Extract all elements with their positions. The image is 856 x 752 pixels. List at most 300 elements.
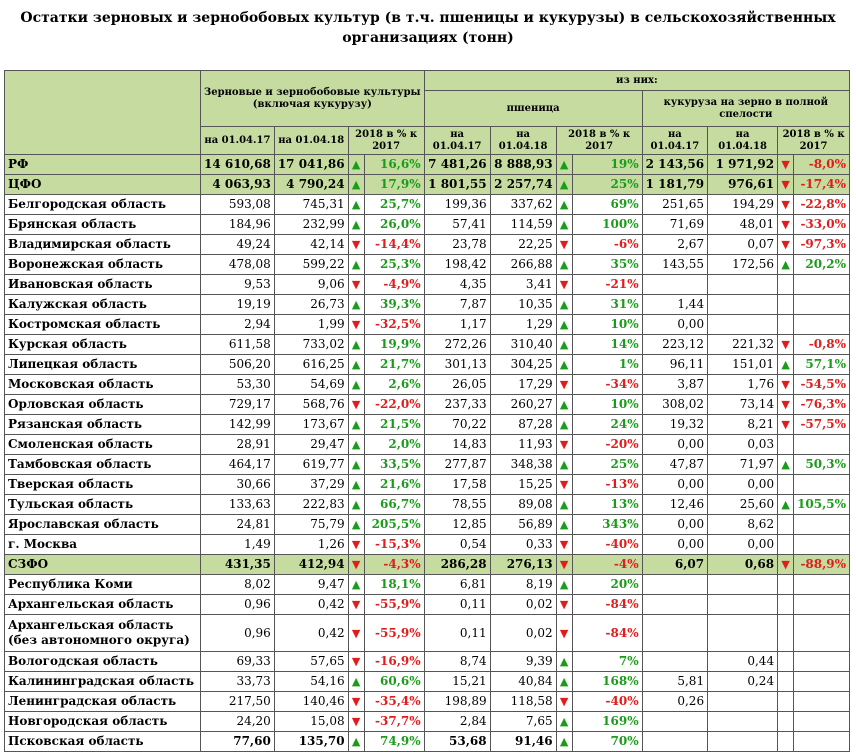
g1-cell: 77,60 [201, 732, 275, 752]
region-name: Калужская область [5, 295, 201, 315]
wp-cell: 35% [572, 255, 642, 275]
c2-cell: 0,03 [708, 435, 778, 455]
header-wheat-d2: на 01.04.18 [490, 127, 556, 155]
c2-cell: 0,68 [708, 555, 778, 575]
triangle-up-icon: ▲ [556, 395, 572, 415]
region-name: Ивановская область [5, 275, 201, 295]
w1-cell: 1 801,55 [424, 175, 490, 195]
table-row [5, 535, 850, 555]
g1-cell: 0,96 [201, 615, 275, 652]
triangle-down-icon: ▼ [348, 235, 364, 255]
region-name: Воронежская область [5, 255, 201, 275]
cp-cell [794, 595, 850, 615]
header-grain-d1: на 01.04.17 [201, 127, 275, 155]
w1-cell: 237,33 [424, 395, 490, 415]
w2-cell: 10,35 [490, 295, 556, 315]
triangle-down-icon: ▼ [556, 235, 572, 255]
g1-cell: 431,35 [201, 555, 275, 575]
wp-cell: 100% [572, 215, 642, 235]
region-name: Курская область [5, 335, 201, 355]
c1-cell: 0,00 [642, 535, 707, 555]
c2-cell: 0,07 [708, 235, 778, 255]
g1-cell: 0,96 [201, 595, 275, 615]
header-wheat-d1: на 01.04.17 [424, 127, 490, 155]
wp-cell: 25% [572, 455, 642, 475]
triangle-down-icon: ▼ [348, 315, 364, 335]
c1-cell: 5,81 [642, 672, 707, 692]
gp-cell: 25,7% [364, 195, 424, 215]
cp-cell [794, 475, 850, 495]
gp-cell: 21,5% [364, 415, 424, 435]
empty-cell [778, 435, 794, 455]
table-row [5, 692, 850, 712]
g2-cell: 232,99 [274, 215, 348, 235]
w2-cell: 87,28 [490, 415, 556, 435]
header-wheat: пшеница [424, 91, 642, 127]
c1-cell: 1 181,79 [642, 175, 707, 195]
g2-cell: 0,42 [274, 615, 348, 652]
c2-cell [708, 275, 778, 295]
g2-cell: 616,25 [274, 355, 348, 375]
gp-cell: 21,7% [364, 355, 424, 375]
w1-cell: 301,13 [424, 355, 490, 375]
table-row [5, 615, 850, 652]
c1-cell: 19,32 [642, 415, 707, 435]
g2-cell: 140,46 [274, 692, 348, 712]
g2-cell: 733,02 [274, 335, 348, 355]
triangle-up-icon: ▲ [778, 455, 794, 475]
cp-cell: -33,0% [794, 215, 850, 235]
table-row [5, 732, 850, 752]
w1-cell: 23,78 [424, 235, 490, 255]
triangle-down-icon: ▼ [556, 535, 572, 555]
triangle-up-icon: ▲ [556, 455, 572, 475]
empty-cell [778, 475, 794, 495]
wp-cell: -21% [572, 275, 642, 295]
triangle-up-icon: ▲ [556, 732, 572, 752]
triangle-up-icon: ▲ [556, 515, 572, 535]
empty-cell [778, 732, 794, 752]
cp-cell: 20,2% [794, 255, 850, 275]
wp-cell: 25% [572, 175, 642, 195]
triangle-up-icon: ▲ [556, 575, 572, 595]
w2-cell: 114,59 [490, 215, 556, 235]
w2-cell: 8 888,93 [490, 155, 556, 175]
triangle-down-icon: ▼ [556, 595, 572, 615]
region-name: РФ [5, 155, 201, 175]
region-name: Тверская область [5, 475, 201, 495]
triangle-down-icon: ▼ [556, 375, 572, 395]
g2-cell: 42,14 [274, 235, 348, 255]
c2-cell [708, 315, 778, 335]
w2-cell: 118,58 [490, 692, 556, 712]
empty-cell [778, 652, 794, 672]
triangle-up-icon: ▲ [348, 475, 364, 495]
header-grain: Зерновые и зернобобовые культуры (включая кукурузу) [201, 71, 425, 127]
triangle-up-icon: ▲ [556, 672, 572, 692]
cp-cell [794, 535, 850, 555]
w1-cell: 14,83 [424, 435, 490, 455]
g1-cell: 14 610,68 [201, 155, 275, 175]
table-row [5, 315, 850, 335]
cp-cell [794, 575, 850, 595]
g2-cell: 599,22 [274, 255, 348, 275]
cp-cell: -76,3% [794, 395, 850, 415]
header-corn: кукуруза на зерно в полной спелости [642, 91, 849, 127]
triangle-up-icon: ▲ [348, 255, 364, 275]
triangle-down-icon: ▼ [556, 435, 572, 455]
wp-cell: 70% [572, 732, 642, 752]
triangle-up-icon: ▲ [556, 155, 572, 175]
triangle-up-icon: ▲ [778, 355, 794, 375]
gp-cell: -35,4% [364, 692, 424, 712]
w2-cell: 89,08 [490, 495, 556, 515]
g2-cell: 173,67 [274, 415, 348, 435]
table-row [5, 575, 850, 595]
c1-cell: 0,26 [642, 692, 707, 712]
cp-cell [794, 615, 850, 652]
g2-cell: 745,31 [274, 195, 348, 215]
empty-cell [778, 692, 794, 712]
w2-cell: 7,65 [490, 712, 556, 732]
c1-cell: 71,69 [642, 215, 707, 235]
wp-cell: 20% [572, 575, 642, 595]
g1-cell: 4 063,93 [201, 175, 275, 195]
g1-cell: 729,17 [201, 395, 275, 415]
w2-cell: 266,88 [490, 255, 556, 275]
c2-cell: 0,00 [708, 535, 778, 555]
gp-cell: -14,4% [364, 235, 424, 255]
table-row [5, 475, 850, 495]
empty-cell [778, 672, 794, 692]
empty-cell [778, 295, 794, 315]
g2-cell: 29,47 [274, 435, 348, 455]
g2-cell: 135,70 [274, 732, 348, 752]
w1-cell: 78,55 [424, 495, 490, 515]
empty-cell [778, 275, 794, 295]
w1-cell: 0,11 [424, 615, 490, 652]
triangle-down-icon: ▼ [778, 415, 794, 435]
grain-stocks-table [4, 70, 850, 752]
w1-cell: 277,87 [424, 455, 490, 475]
triangle-up-icon: ▲ [348, 175, 364, 195]
w2-cell: 17,29 [490, 375, 556, 395]
w1-cell: 198,89 [424, 692, 490, 712]
triangle-up-icon: ▲ [778, 255, 794, 275]
table-row [5, 355, 850, 375]
w1-cell: 286,28 [424, 555, 490, 575]
w2-cell: 9,39 [490, 652, 556, 672]
c1-cell: 143,55 [642, 255, 707, 275]
wp-cell: -6% [572, 235, 642, 255]
triangle-up-icon: ▲ [348, 495, 364, 515]
cp-cell: -22,8% [794, 195, 850, 215]
gp-cell: 16,6% [364, 155, 424, 175]
g2-cell: 222,83 [274, 495, 348, 515]
wp-cell: -34% [572, 375, 642, 395]
c1-cell: 251,65 [642, 195, 707, 215]
triangle-up-icon: ▲ [348, 295, 364, 315]
g2-cell: 75,79 [274, 515, 348, 535]
triangle-up-icon: ▲ [556, 255, 572, 275]
c1-cell: 47,87 [642, 455, 707, 475]
g1-cell: 19,19 [201, 295, 275, 315]
region-name: СЗФО [5, 555, 201, 575]
triangle-up-icon: ▲ [556, 175, 572, 195]
g1-cell: 53,30 [201, 375, 275, 395]
triangle-down-icon: ▼ [778, 375, 794, 395]
wp-cell: 168% [572, 672, 642, 692]
table-body [5, 155, 850, 752]
triangle-down-icon: ▼ [348, 555, 364, 575]
triangle-up-icon: ▲ [348, 355, 364, 375]
w2-cell: 0,33 [490, 535, 556, 555]
g1-cell: 28,91 [201, 435, 275, 455]
c2-cell: 151,01 [708, 355, 778, 375]
cp-cell [794, 712, 850, 732]
gp-cell: -16,9% [364, 652, 424, 672]
c2-cell: 73,14 [708, 395, 778, 415]
empty-cell [778, 712, 794, 732]
w2-cell: 1,29 [490, 315, 556, 335]
w1-cell: 70,22 [424, 415, 490, 435]
region-name: Белгородская область [5, 195, 201, 215]
table-row [5, 155, 850, 175]
wp-cell: 10% [572, 395, 642, 415]
wp-cell: 19% [572, 155, 642, 175]
w1-cell: 4,35 [424, 275, 490, 295]
g1-cell: 9,53 [201, 275, 275, 295]
triangle-down-icon: ▼ [556, 475, 572, 495]
region-name: Брянская область [5, 215, 201, 235]
c2-cell: 71,97 [708, 455, 778, 475]
triangle-up-icon: ▲ [348, 435, 364, 455]
table-row [5, 335, 850, 355]
c2-cell: 8,21 [708, 415, 778, 435]
triangle-up-icon: ▲ [348, 415, 364, 435]
g2-cell: 17 041,86 [274, 155, 348, 175]
region-name: Орловская область [5, 395, 201, 415]
gp-cell: 2,6% [364, 375, 424, 395]
g2-cell: 9,06 [274, 275, 348, 295]
region-name: Костромская область [5, 315, 201, 335]
region-name: ЦФО [5, 175, 201, 195]
wp-cell: -13% [572, 475, 642, 495]
triangle-up-icon: ▲ [556, 495, 572, 515]
wp-cell: -84% [572, 615, 642, 652]
wp-cell: 10% [572, 315, 642, 335]
header-grain-d2: на 01.04.18 [274, 127, 348, 155]
c1-cell [642, 712, 707, 732]
region-name: Тульская область [5, 495, 201, 515]
w1-cell: 57,41 [424, 215, 490, 235]
w2-cell: 310,40 [490, 335, 556, 355]
triangle-up-icon: ▲ [556, 652, 572, 672]
table-row [5, 515, 850, 535]
cp-cell: -8,0% [794, 155, 850, 175]
cp-cell [794, 275, 850, 295]
gp-cell: 2,0% [364, 435, 424, 455]
triangle-up-icon: ▲ [556, 335, 572, 355]
region-name: Тамбовская область [5, 455, 201, 475]
wp-cell: -84% [572, 595, 642, 615]
w2-cell: 15,25 [490, 475, 556, 495]
g1-cell: 217,50 [201, 692, 275, 712]
c1-cell [642, 615, 707, 652]
c2-cell: 8,62 [708, 515, 778, 535]
triangle-down-icon: ▼ [778, 215, 794, 235]
cp-cell [794, 435, 850, 455]
g1-cell: 69,33 [201, 652, 275, 672]
cp-cell: 57,1% [794, 355, 850, 375]
triangle-down-icon: ▼ [556, 555, 572, 575]
w1-cell: 8,74 [424, 652, 490, 672]
c2-cell: 1 971,92 [708, 155, 778, 175]
c1-cell [642, 595, 707, 615]
triangle-down-icon: ▼ [778, 335, 794, 355]
c2-cell: 194,29 [708, 195, 778, 215]
header-corner [5, 71, 201, 155]
gp-cell: 17,9% [364, 175, 424, 195]
header-wheat-pct: 2018 в % к 2017 [556, 127, 642, 155]
region-name: Липецкая область [5, 355, 201, 375]
gp-cell: -15,3% [364, 535, 424, 555]
c1-cell: 0,00 [642, 475, 707, 495]
cp-cell [794, 295, 850, 315]
cp-cell [794, 652, 850, 672]
table-row [5, 672, 850, 692]
c2-cell [708, 575, 778, 595]
wp-cell: 69% [572, 195, 642, 215]
w1-cell: 0,11 [424, 595, 490, 615]
triangle-up-icon: ▲ [778, 495, 794, 515]
wp-cell: -4% [572, 555, 642, 575]
g2-cell: 0,42 [274, 595, 348, 615]
triangle-up-icon: ▲ [348, 335, 364, 355]
header-grain-pct: 2018 в % к 2017 [348, 127, 424, 155]
c2-cell: 221,32 [708, 335, 778, 355]
c2-cell: 0,44 [708, 652, 778, 672]
wp-cell: 7% [572, 652, 642, 672]
region-name: Архангельская область [5, 595, 201, 615]
triangle-down-icon: ▼ [556, 615, 572, 652]
gp-cell: 18,1% [364, 575, 424, 595]
gp-cell: 66,7% [364, 495, 424, 515]
g2-cell: 568,76 [274, 395, 348, 415]
c1-cell: 0,00 [642, 515, 707, 535]
table-row [5, 495, 850, 515]
g2-cell: 54,69 [274, 375, 348, 395]
triangle-down-icon: ▼ [348, 652, 364, 672]
region-name: г. Москва [5, 535, 201, 555]
cp-cell: -17,4% [794, 175, 850, 195]
c1-cell: 1,44 [642, 295, 707, 315]
region-name: Ленинградская область [5, 692, 201, 712]
triangle-down-icon: ▼ [556, 692, 572, 712]
triangle-up-icon: ▲ [348, 215, 364, 235]
triangle-down-icon: ▼ [778, 235, 794, 255]
w1-cell: 53,68 [424, 732, 490, 752]
c1-cell [642, 652, 707, 672]
region-name: Смоленская область [5, 435, 201, 455]
c1-cell: 2 143,56 [642, 155, 707, 175]
region-name: Архангельская область (без автономного округа) [5, 615, 201, 652]
wp-cell: -40% [572, 535, 642, 555]
c1-cell: 96,11 [642, 355, 707, 375]
triangle-up-icon: ▲ [556, 215, 572, 235]
c1-cell [642, 275, 707, 295]
g2-cell: 1,26 [274, 535, 348, 555]
c2-cell: 0,00 [708, 475, 778, 495]
c2-cell [708, 692, 778, 712]
region-name: Рязанская область [5, 415, 201, 435]
g1-cell: 611,58 [201, 335, 275, 355]
w2-cell: 0,02 [490, 615, 556, 652]
g1-cell: 464,17 [201, 455, 275, 475]
c1-cell: 308,02 [642, 395, 707, 415]
region-name: Республика Коми [5, 575, 201, 595]
table-row [5, 712, 850, 732]
g1-cell: 506,20 [201, 355, 275, 375]
header-corn-d2: на 01.04.18 [708, 127, 778, 155]
gp-cell: -4,3% [364, 555, 424, 575]
gp-cell: -55,9% [364, 595, 424, 615]
g2-cell: 26,73 [274, 295, 348, 315]
w1-cell: 272,26 [424, 335, 490, 355]
g1-cell: 593,08 [201, 195, 275, 215]
triangle-up-icon: ▲ [556, 195, 572, 215]
w1-cell: 2,84 [424, 712, 490, 732]
c1-cell: 0,00 [642, 315, 707, 335]
gp-cell: 21,6% [364, 475, 424, 495]
w2-cell: 40,84 [490, 672, 556, 692]
wp-cell: -40% [572, 692, 642, 712]
gp-cell: -22,0% [364, 395, 424, 415]
c1-cell: 6,07 [642, 555, 707, 575]
c2-cell: 976,61 [708, 175, 778, 195]
c1-cell: 223,12 [642, 335, 707, 355]
triangle-down-icon: ▼ [556, 275, 572, 295]
g2-cell: 37,29 [274, 475, 348, 495]
triangle-down-icon: ▼ [778, 195, 794, 215]
w2-cell: 11,93 [490, 435, 556, 455]
w2-cell: 337,62 [490, 195, 556, 215]
gp-cell: 205,5% [364, 515, 424, 535]
cp-cell [794, 515, 850, 535]
c1-cell: 0,00 [642, 435, 707, 455]
triangle-up-icon: ▲ [348, 672, 364, 692]
cp-cell: -97,3% [794, 235, 850, 255]
table-row [5, 652, 850, 672]
g2-cell: 9,47 [274, 575, 348, 595]
w1-cell: 7 481,26 [424, 155, 490, 175]
triangle-up-icon: ▲ [556, 315, 572, 335]
cp-cell [794, 692, 850, 712]
c2-cell: 0,24 [708, 672, 778, 692]
triangle-up-icon: ▲ [556, 415, 572, 435]
empty-cell [778, 615, 794, 652]
triangle-up-icon: ▲ [348, 575, 364, 595]
region-name: Новгородская область [5, 712, 201, 732]
c2-cell: 1,76 [708, 375, 778, 395]
empty-cell [778, 575, 794, 595]
c2-cell: 172,56 [708, 255, 778, 275]
cp-cell: -0,8% [794, 335, 850, 355]
wp-cell: 24% [572, 415, 642, 435]
triangle-up-icon: ▲ [348, 155, 364, 175]
c2-cell [708, 295, 778, 315]
triangle-down-icon: ▼ [348, 395, 364, 415]
